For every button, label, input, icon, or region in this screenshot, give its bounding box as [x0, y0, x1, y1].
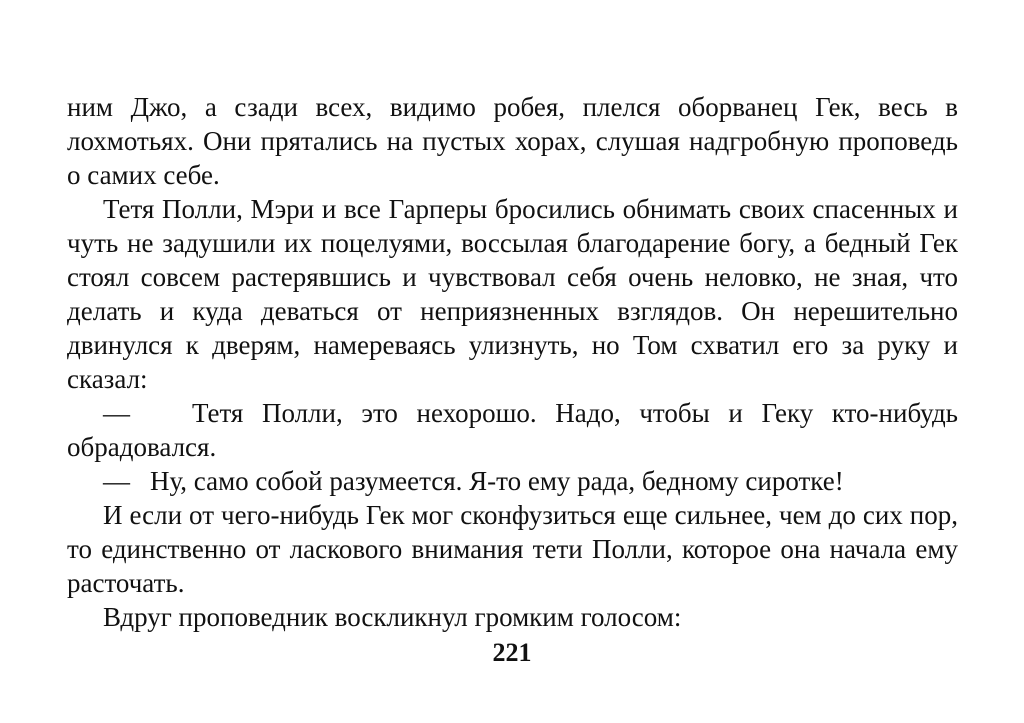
paragraph-continuation: ним Джо, а сзади всех, видимо робея, плелся оборванец Гек, весь в лохмотьях. Они прятались на пустых хорах, слушая надгробную проповедь о самих себе. — [67, 92, 958, 190]
dialogue-text: Тетя Полли, это нехорошо. Надо, чтобы и Геку кто-нибудь обрадовался. — [67, 398, 958, 462]
dialogue-aunt-polly — [67, 464, 958, 498]
dialogue-tom — [67, 396, 958, 464]
paragraph-aunt-polly-embrace: Тетя Полли, Мэри и все Гарперы бросились обнимать своих спасенных и чуть не задушили их поцелуями, воссылая благодарение богу, а бедный Гек стоял совсем растерявшись и чувствовал себя очень неловко, не зная, что делать и куда деваться от неприязненных взглядов. Он нерешительно двинулся к дверям, намереваясь улизнуть, но Том схватил его за руку и сказал: — [67, 194, 958, 394]
dialogue-text: Ну, само собой разумеется. Я-то ему рада, бедному сиротке! — [150, 466, 844, 496]
page-body-text — [67, 90, 958, 634]
paragraph-preacher: Вдруг проповедник воскликнул громким голосом: — [103, 602, 682, 632]
paragraph-huck-confused: И если от чего-нибудь Гек мог сконфузиться еще сильнее, чем до сих пор, то единственно от ласкового внимания тети Полли, которое она начала ему расточать. — [67, 500, 958, 598]
dialogue-dash: — — [103, 466, 130, 496]
dialogue-dash: — — [103, 398, 130, 428]
page-number: 221 — [492, 638, 532, 667]
